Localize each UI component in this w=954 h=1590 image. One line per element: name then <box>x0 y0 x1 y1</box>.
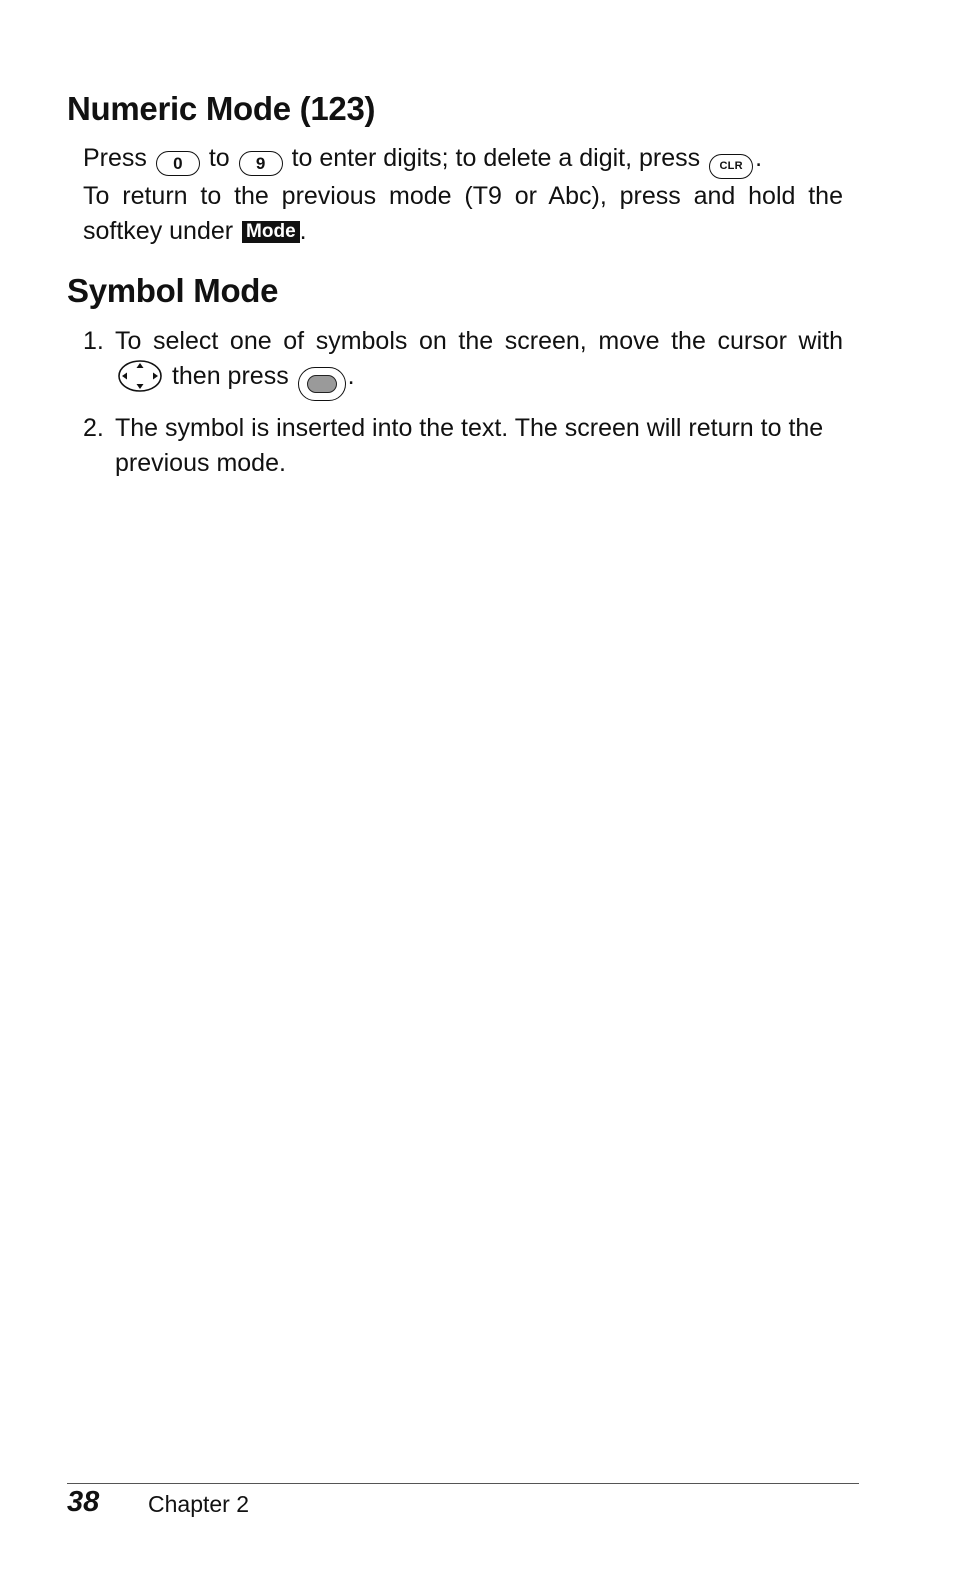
numeric-mode-instructions <box>83 141 843 249</box>
page-number: 38 <box>67 1486 100 1518</box>
key-0-icon: 0 <box>156 151 200 176</box>
mode-softkey-label: Mode <box>242 221 300 243</box>
list-item: 1. To select one of symbols on the screen, move the cursor with then press . <box>83 324 843 401</box>
return-mode-paragraph: To return to the previous mode (T9 or Abc), press and hold the softkey under Mode . <box>83 182 843 245</box>
footer-divider <box>67 1483 859 1484</box>
digit-entry-line: Press 0 to 9 to enter digits; to delete a digit, press CLR . <box>83 141 843 179</box>
list-item: 2. The symbol is inserted into the text. The screen will return to the previous mode. <box>83 414 824 477</box>
key-9-icon: 9 <box>239 151 283 176</box>
chapter-label: Chapter 2 <box>148 1491 250 1517</box>
symbol-mode-heading: Symbol Mode <box>67 272 279 309</box>
navigation-key-icon <box>117 359 163 393</box>
clear-key-icon: CLR <box>709 154 753 179</box>
ok-key-icon <box>298 367 346 401</box>
numeric-mode-heading: Numeric Mode (123) <box>67 90 376 127</box>
